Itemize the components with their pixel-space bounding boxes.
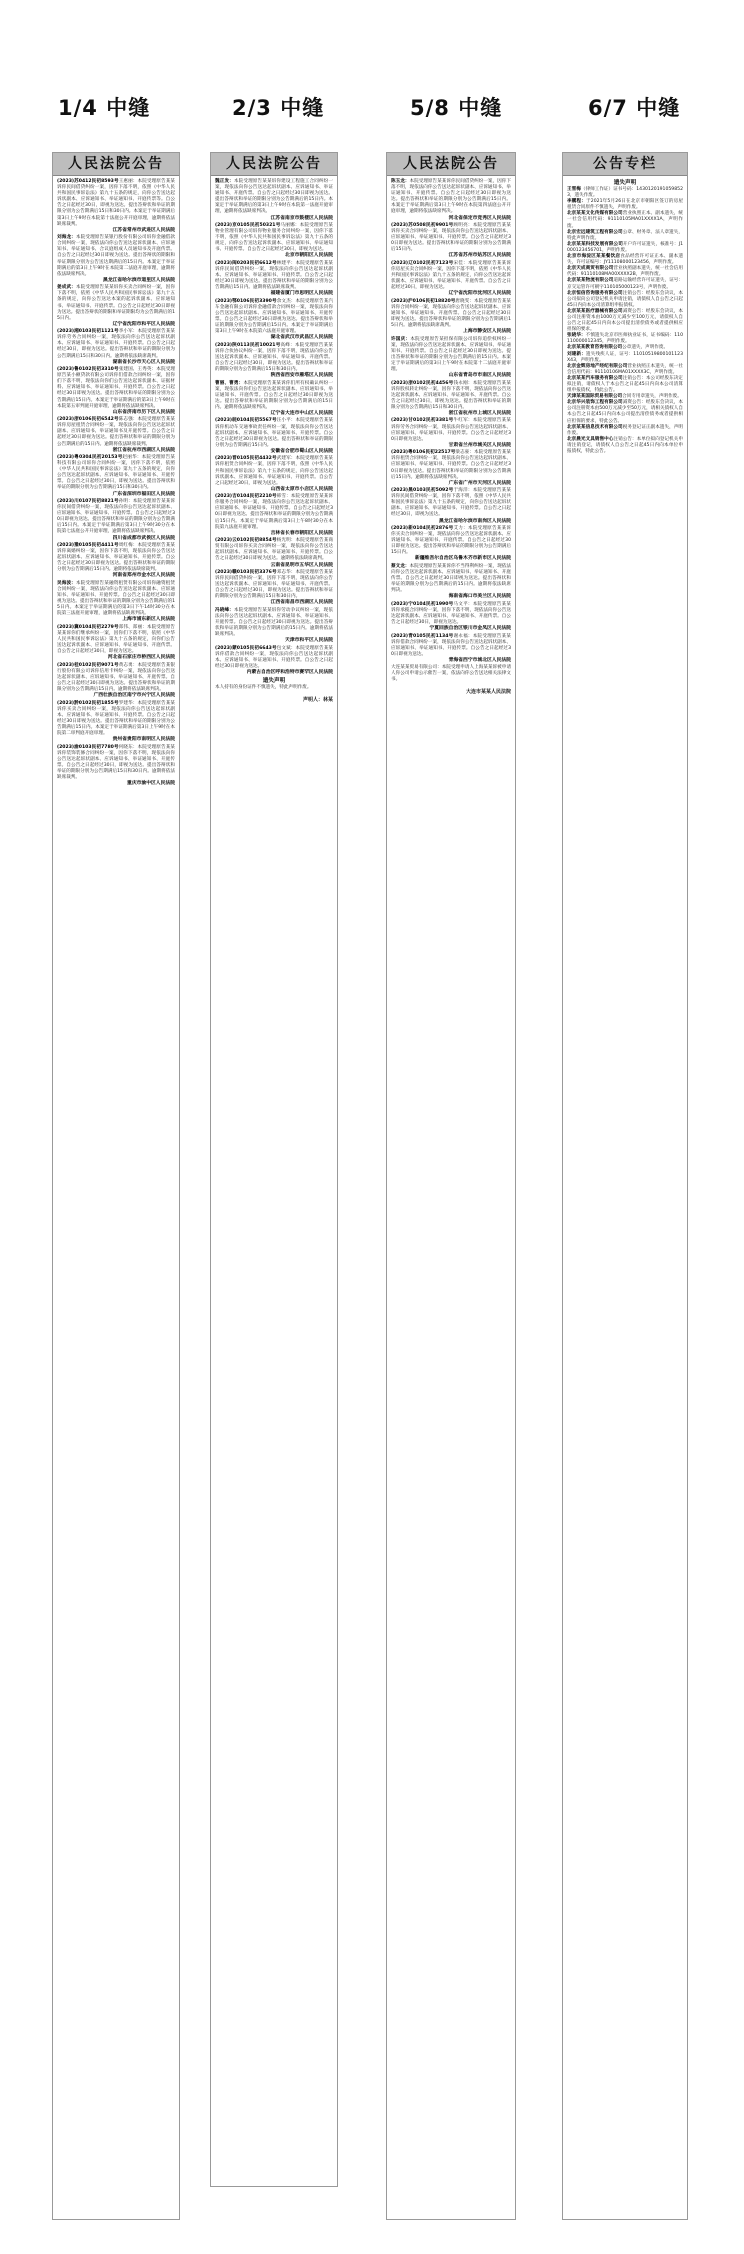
fold-label-4: 6/7 中缝 <box>588 96 681 120</box>
court-signature: 内蒙古自治区呼和浩特市赛罕区人民法院 <box>246 670 333 676</box>
notice-text: 林建平：本院受理原告某某诉你民间借贷纠纷一案，现依法向你公告送达起诉状副本、应诉通知书、举证通知书、开庭传票。自公告之日起经过30日即视为送达。提出答辩状和举证的期限分别为公告期满后15日内。逾期将依法缺席裁判。 <box>215 260 333 291</box>
notice-party: (2023)豫0105民初4411号 <box>57 542 119 548</box>
notice-entry <box>215 570 333 600</box>
notice-text: 税务登记证正副本遗失，声明作废。 <box>567 424 683 436</box>
notice-entry <box>391 418 511 442</box>
notice-party: (2023)鲁0102民初3310号 <box>57 367 119 373</box>
notice-party: 曹丽、曹勇： <box>215 380 244 386</box>
notice-entry <box>567 242 683 254</box>
notice-text: 钱永刚：本院受理原告某某诉你股权转让纠纷一案，因你下落不明，现依法向你公告送达起诉状副本、应诉通知书、举证通知书、开庭传票。自公告之日起经过30日，即视为送达。提出答辩状和举证的期限分别为公告期满后15日和30日内。 <box>391 380 511 410</box>
notice-party: 北京宏远建筑工程有限公司 <box>567 229 623 235</box>
court-signature: 黑龙江省哈尔滨市南岗区人民法院 <box>439 518 511 524</box>
notice-party: 姜成武： <box>57 285 76 291</box>
column-body <box>211 176 337 704</box>
notice-text: 韩雪：本院受理原告某某诉你服务合同纠纷一案，现依法向你公告送达起诉状副本、应诉通知书、举证通知书、开庭传票。自公告之日起经过30日即视为送达。提出答辩状和举证的期限分别为公告期满后15日内。本案定于举证期满后第3日上午8时30分在本院第九法庭开庭审理。 <box>215 494 333 530</box>
notice-party: 陈玉龙： <box>391 179 410 184</box>
court-signature: 贵州省贵阳市南明区人民法院 <box>112 737 175 743</box>
notice-party: 许国庆： <box>391 336 411 342</box>
notice-entry <box>567 254 683 266</box>
court-signature: 甘肃省兰州市城关区人民法院 <box>448 442 511 448</box>
notice-party: (2023)桂0102民初9071号 <box>57 662 119 668</box>
notice-entry <box>391 564 511 594</box>
notice-text: 本院受理原告某某诉你建设工程施工合同纠纷一案，现依法向你公告送达起诉状副本、应诉通知书、举证通知书、开庭传票。自公告之日起经过30日即视为送达。提出答辩状和举证的期限分别为公告期满后的15日内。本案定于举证期满后的第3日上午9时在本院第一法庭开庭审理，逾期将依法缺席判决。 <box>215 179 333 215</box>
notice-text: 张建国、王秀英：本院受理原告某小额贷款有限公司诉你们借款合同纠纷一案，因你们下落不明，现依法向你们公告送达起诉状副本、证据材料、应诉通知书、举证通知书、开庭传票。自公告之日起经过30日即视为送达。提出答辩状和举证的期限分别为公告期满后15日内。本案定于举证期满后的第3日上午9时在本院第五审判庭开庭审理，逾期将依法缺席判决。 <box>57 367 175 409</box>
notice-text: 郑伟、郑丽：本院受理原告某某诉你们继承纠纷一案，因你们下落不明，依照《中华人民共和国民事诉讼法》第九十五条的规定，向你们公告送达起诉状副本、应诉通知书、举证通知书、开庭传票。自公告之日起经过30日，即视为送达。 <box>57 624 175 655</box>
notice-entry <box>567 309 683 333</box>
notice-party: (2023)赣0103民初3376号 <box>215 569 277 575</box>
court-signature: 江苏省南京市鼓楼区人民法院 <box>270 215 333 221</box>
court-signature: 湖南省长沙市天心区人民法院 <box>112 359 175 365</box>
notice-party: (2023)云0102民初8854号 <box>215 538 277 544</box>
notice-text: 顾明亮：本院受理原告某某诉你买卖合同纠纷一案，现依法向你公告送达起诉状副本、应诉通知书、举证通知书、开庭传票。自公告之日起经过30日即视为送达。提出答辩状和举证的期限分别为公告期满后15日内。 <box>391 222 511 253</box>
notice-text: 谢永福：本院受理原告某某诉你借款合同纠纷一案，现依法向你公告送达起诉状副本、应诉通知书、举证通知书、开庭传票。自公告之日起经过30日即视为送达。 <box>391 633 511 657</box>
court-signature: 上海市浦东新区人民法院 <box>122 617 175 623</box>
court-signature: 江苏省苏州市姑苏区人民法院 <box>448 253 511 259</box>
court-signature: 重庆市渝中区人民法院 <box>127 781 175 787</box>
notice-party: 张晓华： <box>567 333 586 339</box>
fold-label-2: 2/3 中缝 <box>232 96 325 120</box>
notice-entry <box>57 367 175 410</box>
notice-party: 北京某某医疗器械有限公司 <box>567 308 623 314</box>
notice-party: 北京某某文化传媒有限公司 <box>567 211 623 217</box>
court-signature: 山东省青岛市市南区人民法院 <box>448 373 511 379</box>
notice-text: 马丽娜：本院受理原告某物业管理有限公司诉你物业服务合同纠纷一案，因你下落不明，依照《中华人民共和国民事诉讼法》第九十五条的规定，向你公告送达起诉状副本、应诉通知书、举证通知书、开庭传票。自公告之日起经过30日，即视为送达。 <box>215 222 333 253</box>
notice-party: 北京某某信息技术有限公司 <box>567 424 623 430</box>
notice-entry <box>567 352 683 364</box>
notice-entry <box>391 223 511 253</box>
notice-text: 不慎遗失北京市医师执业证书，证书编码：110110000012345，声明作废。 <box>567 333 683 345</box>
notice-party: 北京某某科技发展有限公司 <box>567 241 623 247</box>
fold-label-1: 1/4 中缝 <box>58 96 151 120</box>
notice-text: 注销公告：本公司经股东决定拟注销，请债权人于本公告之日起45日内向本公司清算组申报债权，特此公告。 <box>567 375 683 394</box>
court-signature: 上海市静安区人民法院 <box>463 329 511 335</box>
notice-party: (2023)黑0103民初5092号 <box>391 488 454 494</box>
notice-party: (2023)甘0102民初3381号 <box>391 418 454 424</box>
court-signature: 浙江省杭州市上城区人民法院 <box>448 411 511 417</box>
notice-entry <box>57 581 175 618</box>
notice-text: 赵丽华：本院受理原告某科技有限公司诉你合同纠纷一案，因你下落不明，依照《中华人民共和国民事诉讼法》第九十五条的规定，向你公告送达起诉状副本、应诉通知书、举证通知书、开庭传票。自公告之日起经过30日，即视为送达。提出答辩状和举证的期限分别为公告期满后15日和30日内。 <box>57 455 175 491</box>
notice-text: 于海洋：本院受理原告某某诉你民间借贷纠纷一案，因你下落不明，依照《中华人民共和国民事诉讼法》第九十五条的规定，向你公告送达起诉状副本、应诉通知书、举证通知书、开庭传票。自公告之日起经过30日，即视为送达。 <box>391 488 511 518</box>
notice-entry <box>391 526 511 556</box>
court-signature: 广西壮族自治区南宁市兴宁区人民法院 <box>93 693 175 699</box>
notice-text: 杨光明：本院受理原告某商贸有限公司诉你买卖合同纠纷一案，现依法向你公告送达起诉状副本、应诉通知书、举证通知书、开庭传票。自公告之日起经过30日即视为送达。逾期将依法缺席裁判。 <box>215 538 333 562</box>
notice-party: (2023)青0105民初1134号 <box>391 633 454 639</box>
notice-text: 李小军：本院受理原告某某诉你劳务合同纠纷一案，现依法向你公告送达起诉状副本、应诉通知书、举证通知书、开庭传票。自公告之日起经过30日，即视为送达。提出答辩状和举证的期限分别为公告期满后15日和30日内。逾期将依法缺席裁判。 <box>57 329 175 359</box>
notice-entry <box>391 450 511 480</box>
court-signature: 青海省西宁市城北区人民法院 <box>448 657 511 663</box>
notice-entry <box>567 376 683 394</box>
notice-party: 北京金辉房地产经纪有限公司 <box>567 363 628 369</box>
notice-entry <box>391 634 511 658</box>
column-body <box>563 176 687 455</box>
notice-entry <box>57 543 175 573</box>
notice-entry <box>215 494 333 531</box>
notice-party: (2023)宁0104民初1990号 <box>391 601 454 607</box>
court-signature: 山东省济南市历下区人民法院 <box>112 409 175 415</box>
court-signature: 河北省保定市竞秀区人民法院 <box>448 215 511 221</box>
court-signature: 浙江省杭州市西湖区人民法院 <box>112 447 175 453</box>
notice-text: 营业执照正本、副本遗失，统一社会信用代码：91110105MA01XXXX1A，声明作废。 <box>567 211 683 229</box>
notice-entry <box>567 211 683 229</box>
court-signature: 云南省昆明市五华区人民法院 <box>270 562 333 568</box>
notice-party: 北京市海淀区某某餐饮店 <box>567 254 621 260</box>
notice-text: 包文斌：本院受理原告某某诉你借款合同纠纷一案，现依法向你公告送达起诉状副本、应诉通知书、举证通知书、开庭传票。自公告之日起经过30日即视为送达。 <box>215 645 333 669</box>
notice-party: 吴海波： <box>57 580 76 586</box>
notice-text: 本院受理原告某融资租赁有限公司诉你融资租赁合同纠纷一案，现依法向你公告送达起诉状副本、应诉通知书、举证通知书、开庭传票。自公告之日起经过30日即视为送达。提出答辩状和举证的期限分别为公告期满后的15日内。本案定于举证期满后的第3日下午14时30分在本院第三法庭开庭审理，逾期将依法缺席判决。 <box>57 580 175 617</box>
notice-column-4 <box>562 152 688 2220</box>
court-signature: 河南省郑州市金水区人民法院 <box>112 573 175 579</box>
court-signature: 安徽省合肥市蜀山区人民法院 <box>270 448 333 454</box>
notice-entry <box>391 337 511 374</box>
notice-entry <box>215 261 333 291</box>
notice-text: 宋佳：本院受理原告某某诉你房屋买卖合同纠纷一案，因你下落不明，依照《中华人民共和国民事诉讼法》第九十五条的规定，向你公告送达起诉状副本、应诉通知书、举证通知书、开庭传票。自公告之日起经过30日，即视为送达。 <box>391 260 511 291</box>
notice-entry <box>215 179 333 216</box>
court-notice-column-2 <box>210 152 338 2187</box>
notice-text: 本院受理原告某某诉你不当得利纠纷一案，现依法向你公告送达起诉状副本、应诉通知书、举证通知书、开庭传票。自公告之日起经过30日即视为送达。提出答辩状和举证的期限分别为公告期满后的15日内。逾期将依法缺席判决。 <box>391 563 511 594</box>
notice-text: 牛红军：本院受理原告某某诉你劳务合同纠纷一案，现依法向你公告送达起诉状副本、应诉通知书、举证通知书、开庭传票。自公告之日起经过30日即视为送达。 <box>391 418 511 442</box>
notice-party: 冯晓峰： <box>215 607 234 613</box>
notice-text: 邓志华：本院受理原告某某诉你民间借贷纠纷一案，因你下落不明，现依法向你公告送达起诉状副本、应诉通知书、举证通知书、开庭传票。自公告之日起经过30日，即视为送达。提出答辩状和举证的期限分别为公告期满后15日和30日内。 <box>215 569 333 600</box>
notice-entry <box>57 417 175 447</box>
notice-entry <box>567 364 683 376</box>
notice-party: 北京晨光文具销售中心 <box>567 436 614 442</box>
notice-party: 北京天成商贸有限公司 <box>567 266 614 272</box>
notice-entry <box>215 381 333 411</box>
court-signature: 天津市和平区人民法院 <box>285 638 333 644</box>
column-body <box>53 176 179 787</box>
footer-text: 本人持有的身份证件不慎遗失，特此声明作废。 <box>215 685 312 691</box>
notice-party: 魏正发： <box>215 179 234 184</box>
court-signature: 四川省成都市武侯区人民法院 <box>112 535 175 541</box>
notice-text: 本院受理原告某某诉你民间借贷纠纷一案，因你下落不明，现依法向你公告送达起诉状副本、应诉通知书、举证通知书、开庭传票。自公告之日起经过30日即视为送达。提出答辩状和举证的期限分别为公告期满后15日内。本案定于举证期满后第3日上午9时在本院第四法庭公开开庭审理，逾期将依法缺席判决。 <box>391 179 511 215</box>
notice-text: 何晓东：本院受理原告某某诉你装饰装修合同纠纷一案，因你下落不明，现依法向你公告送达起诉状副本、应诉通知书、举证通知书、开庭传票。自公告之日起经过30日，即视为送达。提出答辩状和举证的期限分别为公告期满后15日和30日内。逾期将依法缺席裁判。 <box>57 744 175 780</box>
column-header: 人民法院公告 <box>53 153 179 176</box>
notice-entry <box>391 299 511 329</box>
notice-party: (2023)辽0102民初7123号 <box>391 260 454 266</box>
notice-entry <box>391 488 511 518</box>
notice-party: (2023)蒙0105民初6643号 <box>215 645 277 651</box>
notice-text: （律师工作证）证书号码：14301201910598523，遗失作废。 <box>567 187 683 199</box>
court-signature: 河北省石家庄市桥西区人民法院 <box>107 655 175 661</box>
notice-text: 公章、财务章、法人章遗失，特此声明作废。 <box>567 229 683 241</box>
notice-entry <box>391 179 511 216</box>
court-signature: 江西省南昌市西湖区人民法院 <box>270 600 333 606</box>
footer-text: 大连某某贸易有限公司：本院受理申请人上海某某诉被申请人你公司申请公示催告一案，依法向你公告送达相关法律文书。 <box>391 665 511 683</box>
notice-party: (2023)浙0106民初6542号 <box>57 417 119 423</box>
notice-text: 道路运输经营许可证遗失，证号：京交运管许可朝字110105000123号，声明作废。 <box>567 278 683 290</box>
notice-entry <box>391 602 511 626</box>
notice-text: 高峰：本院受理原告某某诉你合伙协议纠纷一案，因你下落不明，现依法向你公告送达起诉状副本、应诉通知书、举证通知书、开庭传票。自公告之日起经过30日，即视为送达。提出答辩状和举证的期限分别为公告期满后15日和30日内。 <box>215 342 333 373</box>
court-signature: 海南省海口市美兰区人民法院 <box>448 594 511 600</box>
court-signature: 江苏省常州市武进区人民法院 <box>112 227 175 233</box>
notice-entry <box>57 329 175 359</box>
court-signature: 北京市朝阳区人民法院 <box>285 253 333 259</box>
notice-party: (2023)浙0102民初4456号 <box>391 380 454 386</box>
notice-party: (2023)苏0412民初8593号 <box>57 179 119 184</box>
notice-entry <box>567 230 683 242</box>
notice-entry <box>215 646 333 670</box>
notice-party: (2023)京0105民初50321号 <box>215 222 281 228</box>
notice-text: 艾力：本院受理原告某某诉你买卖合同纠纷一案，现依法向你公告送达起诉状副本、应诉通知书、举证通知书、开庭传票。自公告之日起经过30日即视为送达。提出答辩状和举证的期限分别为公告期满后15日内。 <box>391 525 511 556</box>
court-signature: 新疆维吾尔自治区乌鲁木齐市新市区人民法院 <box>415 556 511 562</box>
notice-party: 刘建新： <box>567 351 586 357</box>
notice-entry <box>215 538 333 562</box>
notice-text: 注销公告：经股东会决议，本公司拟向公司登记机关申请注销，请债权人自公告之日起45日内向本公司清算组申报债权。 <box>567 290 683 308</box>
notice-text: 罗建华：本院受理原告某某诉你买卖合同纠纷一案，现依法向你公告送达起诉状副本、应诉通知书、举证通知书、开庭传票。自公告之日起经过30日即视为送达。提出答辩状和举证的期限分别为公告期满后15日内。本案定于举证期满后第3日上午9时在本院第二审判庭开庭审理。 <box>57 700 175 736</box>
notice-text: 唐晓雯：本院受理原告某某诉你合同纠纷一案，现依法向你公告送达起诉状副本、应诉通知书、举证通知书、开庭传票。自公告之日起经过30日即视为送达。提出答辩状和举证的期限分别为公告期满后15日内。逾期将依法缺席裁判。 <box>391 298 511 329</box>
notice-entry <box>567 333 683 345</box>
court-signature: 辽宁省沈阳市沈河区人民法院 <box>448 291 511 297</box>
notice-entry <box>567 278 683 290</box>
notice-party: (2023)粤0304民初20153号 <box>57 455 123 460</box>
court-signature: 广东省深圳市福田区人民法院 <box>112 491 175 497</box>
notice-text: 减资公告：经股东会决议，本公司注册资本由1000万元减少至100万元，请债权人自公告之日起45日内向本公司提出清偿债务或者提供相应担保的要求。 <box>567 308 683 333</box>
notice-party: 北京某某汽车服务有限公司 <box>567 375 623 381</box>
notice-entry <box>567 291 683 309</box>
notice-entry <box>215 343 333 373</box>
fold-label-3: 5/8 中缝 <box>410 96 503 120</box>
notice-text: 本院受理原告某银行股份有限公司诉你金融借款合同纠纷一案，现依法向你公告送达起诉状副本、应诉通知书、举证通知书、合议庭组成人员通知书及开庭传票。自公告之日起经过30日即视为送达。提出答辩状的期限和举证期限分别为公告送达期满后的15日内。本案定于举证期满后的第3日上午9时在本院第二法庭开庭审理，逾期将依法缺席判决。 <box>57 235 175 277</box>
notice-party: (2023)沪0106民初18820号 <box>391 298 456 304</box>
notice-text: 梁志豪：本院受理原告某某诉你租赁合同纠纷一案，现依法向你公告送达起诉状副本、应诉通知书、举证通知书、开庭传票。自公告之日起经过30日即视为送达。提出答辩状和举证的期限分别为公告期满后15日内。逾期将依法缺席判决。 <box>391 450 511 480</box>
notice-text: 本院受理原告某某诉你劳动争议纠纷一案，现依法向你公告送达起诉状副本、应诉通知书、举证通知书、开庭传票。自公告之日起经过30日即视为送达。提出答辩状和举证的期限分别为公告期满后的15日内。逾期将依法缺席判决。 <box>215 607 333 638</box>
notice-entry <box>391 381 511 411</box>
notice-party: 李鹏程： <box>567 199 587 205</box>
notice-entry <box>215 418 333 448</box>
notice-entry <box>57 499 175 536</box>
notice-entry <box>57 179 175 228</box>
notice-text: 余文杰：本院受理原告某汽车金融有限公司诉你金融借款合同纠纷一案，现依法向你公告送达起诉状副本、应诉通知书、举证通知书、开庭传票。自公告之日起经过30日即视为送达。提出答辩状和举证的期限分别为公告期满后15日内。本案定于举证期满后第3日上午9时在本院第六法庭开庭审理。 <box>215 298 333 335</box>
footer-title: 遗失声明 <box>262 678 286 685</box>
notice-text: 汪小平：本院受理原告某某诉你机动车交通事故责任纠纷一案，现依法向你公告送达起诉状副本、应诉通知书、举证通知书、开庭传票。自公告之日起经过30日即视为送达。提出答辩状和举证的期限分别为公告期满后15日内。 <box>215 418 333 448</box>
notice-party: (2023)陕0113民初10021号 <box>215 342 281 348</box>
notice-text: 孙明：本院受理原告某某诉你民间借贷纠纷一案，现依法向你公告送达起诉状副本、应诉通知书、举证通知书、开庭传票。自公告之日起经过30日即视为送达。提出答辩状和举证的期限分别为公告期满后15日内。本案定于举证期满后第3日上午9时30分在本院第七法庭公开开庭审理，逾期将依法缺席判决。 <box>57 498 175 535</box>
notice-party: 王雪梅 <box>567 187 581 192</box>
notice-text: 本院受理原告某某诉你们所有权确认纠纷一案，现依法向你们公告送达起诉状副本、应诉通知书、举证通知书、开庭传票。自公告之日起经过30日即视为送达。提出答辩状和举证的期限分别为公告期满后的15日内。逾期将依法缺席判决。 <box>215 380 333 410</box>
notice-entry <box>567 437 683 455</box>
sub-title: 遗失声明 <box>613 180 637 186</box>
notice-text: 本院受理原告某担保有限公司诉你追偿权纠纷一案，现依法向你公告送达起诉状副本、应诉通知书、举证通知书、开庭传票。自公告之日起经过30日即视为送达。提出答辩状和举证的期限分别为公告期满后的15日内。本案定于举证期满后的第3日上午9时在本院第十二法庭开庭审理。 <box>391 336 511 373</box>
notice-entry <box>567 187 683 199</box>
notice-party: (2023)鄂0106民初3390号 <box>215 298 277 304</box>
notice-entry <box>57 235 175 278</box>
notice-text: 武建军：本院受理原告某某诉你租赁合同纠纷一案，因你下落不明，依照《中华人民共和国民事诉讼法》第九十五条的规定，向你公告送达起诉状副本、应诉通知书、举证通知书、开庭传票。自公告之日起经过30日，即视为送达。 <box>215 456 333 486</box>
notice-text: 开户许可证遗失，核准号：J1000123456701，声明作废。 <box>567 241 683 253</box>
footer-signature: 声明人：林某 <box>302 696 333 703</box>
notice-text: 营业执照副本遗失，统一社会信用代码：91110108MA00XXXX2B，声明作废。 <box>567 266 683 278</box>
notice-party: (2023)粤0106民初22517号 <box>391 450 456 456</box>
court-signature: 陕西省西安市雁塔区人民法院 <box>270 373 333 379</box>
column-header: 公告专栏 <box>563 153 687 176</box>
court-signature: 山西省太原市小店区人民法院 <box>270 486 333 492</box>
notice-party: 刘海龙： <box>57 235 76 241</box>
notice-party: (2023)苏0508民初9901号 <box>391 222 454 228</box>
notice-party: (2023)晋0105民初4432号 <box>215 456 277 462</box>
notice-entry <box>57 745 175 782</box>
column-body <box>387 176 515 696</box>
notice-entry <box>215 223 333 253</box>
notice-entry <box>567 425 683 437</box>
notice-entry <box>57 663 175 693</box>
notice-party: (2023)新0104民初2876号 <box>391 525 454 531</box>
notice-text: 黄志勇：本院受理原告某银行股份有限公司诉你信用卡纠纷一案，现依法向你公告送达起诉状副本、应诉通知书、举证通知书、开庭传票。自公告之日起经过30日即视为送达。提出答辩状和举证的期限分别为公告期满后15日内。逾期将依法缺席判决。 <box>57 662 175 693</box>
court-signature: 湖北省武汉市武昌区人民法院 <box>270 335 333 341</box>
notice-party: 北京某某物流有限公司 <box>567 278 614 284</box>
court-notice-column-1 <box>52 152 180 2220</box>
court-signature: 黑龙江省哈尔滨市道里区人民法院 <box>103 277 175 283</box>
court-signature: 福建省厦门市思明区人民法院 <box>270 291 333 297</box>
notice-text: 于2021年5月26日在北京市朝阳区签订的房屋租赁合同原件不慎遗失，声明作废。 <box>567 199 683 211</box>
notice-party: (2023)湘0103民初1121号 <box>57 329 119 335</box>
notice-text: 遗失残疾人证，证号：11010519800101123X43，声明作废。 <box>567 351 683 363</box>
court-signature: 辽宁省大连市中山区人民法院 <box>270 411 333 417</box>
notice-entry <box>57 625 175 655</box>
notice-text: 王惠丽：本院受理原告某某诉你民间借贷纠纷一案，因你下落不明，依照《中华人民共和国民事诉讼法》第九十五条的规定，向你公告送达起诉状副本、应诉通知书、举证通知书、开庭传票等。自公告之日起经过30日，即视为送达。提出答辩状和举证的期限分别为公告期满后15日和30日内。本案定于举证期满后第3日上午9时在本院第十法庭公开开庭审理，逾期将依法缺席裁判。 <box>57 179 175 227</box>
notice-entry <box>567 199 683 211</box>
notice-party: (2023)皖0104民初5567号 <box>215 418 277 424</box>
notice-party: (2023)渝0103民初7780号 <box>57 744 119 750</box>
notice-text: 陈志强：本院受理原告某某诉你房屋租赁合同纠纷一案，现依法向你公告送达起诉状副本、应诉通知书、举证通知书及开庭传票。自公告之日起经过30日即视为送达。提出答辩状和举证的期限分别为公告期满后的15日内。逾期将依法缺席裁判。 <box>57 417 175 447</box>
notice-party: 北京某某教育咨询有限公司 <box>567 345 623 351</box>
notice-text: 营业执照正本遗失，统一社会信用代码：91110106MA01XXXX3C，声明作废。 <box>567 363 683 375</box>
notice-text: 合同专用章遗失，声明作废。 <box>622 394 682 400</box>
notice-party: (2023)川0107民初8821号 <box>57 498 119 504</box>
column-header: 人民法院公告 <box>211 153 337 176</box>
notice-text: 公章遗失，声明作废。 <box>622 345 669 351</box>
notice-party: (2023)吉0104民初2210号 <box>215 494 277 500</box>
notice-text: 马文平：本院受理原告某某诉你承揽合同纠纷一案，因你下落不明，现依法向你公告送达起诉状副本、应诉通知书、举证通知书、开庭传票。自公告之日起经过30日，即视为送达。 <box>391 601 511 625</box>
notice-party: 天津某某国际贸易有限公司 <box>567 394 623 400</box>
notice-party: (2023)闽0203民初6612号 <box>215 260 277 266</box>
notice-text: 食品经营许可证正本、副本遗失，许可证编号：JY11108000123456，声明作废。 <box>567 254 683 266</box>
notice-text: 本院受理原告某某诉你买卖合同纠纷一案，因你下落不明，依照《中华人民共和国民事诉讼法》第九十五条的规定，向你公告送达本案的起诉状副本、应诉通知书、举证通知书、开庭传票。自公告之日起经过30日即视为送达。提出答辩状的期限和举证期限均为公告期满后的15日内。 <box>57 285 175 321</box>
notice-entry <box>57 285 175 322</box>
notice-entry <box>215 608 333 638</box>
notice-entry <box>57 455 175 492</box>
court-notice-column-3 <box>386 152 516 2220</box>
notice-entry <box>567 400 683 424</box>
footer-signature: 大连市某某人民法院 <box>465 688 511 695</box>
notice-entry <box>215 456 333 486</box>
court-signature: 宁夏回族自治区银川市金凤区人民法院 <box>429 626 511 632</box>
court-signature: 广东省广州市天河区人民法院 <box>448 480 511 486</box>
court-signature: 辽宁省沈阳市和平区人民法院 <box>112 321 175 327</box>
notice-party: 蔡文龙： <box>391 563 410 569</box>
notice-entry <box>391 261 511 291</box>
court-signature: 吉林省长春市朝阳区人民法院 <box>270 530 333 536</box>
notice-text: 注销公告：本单位拟向登记机关申请注销登记，请债权人自公告之日起45日内向本单位申报债权，特此公告。 <box>567 436 683 455</box>
column-header: 人民法院公告 <box>387 153 515 176</box>
notice-party: 北京恒信咨询服务有限公司 <box>567 290 623 296</box>
notice-party: 北京华兴装饰工程有限公司 <box>567 400 623 406</box>
notice-party: (2023)冀0104民初2279号 <box>57 624 119 630</box>
notice-party: (2023)黔0102民初1855号 <box>57 700 119 706</box>
notice-text: 减资公告：经股东会决议，本公司注册资本由500万元减少至50万元，请相关债权人自本公告之日起45日内向本公司提出清偿债务或者提供相应担保的要求，特此公告。 <box>567 400 683 424</box>
notice-entry <box>215 299 333 336</box>
notice-text: 周红梅：本院受理原告某某诉你离婚纠纷一案，因你下落不明，现依法向你公告送达起诉状副本、应诉通知书、举证通知书、开庭传票。自公告之日起经过30日即视为送达。提出答辩状和举证的期限分别为公告期满后15日内。逾期将依法缺席裁判。 <box>57 542 175 573</box>
notice-entry <box>57 701 175 738</box>
notice-entry <box>567 266 683 278</box>
